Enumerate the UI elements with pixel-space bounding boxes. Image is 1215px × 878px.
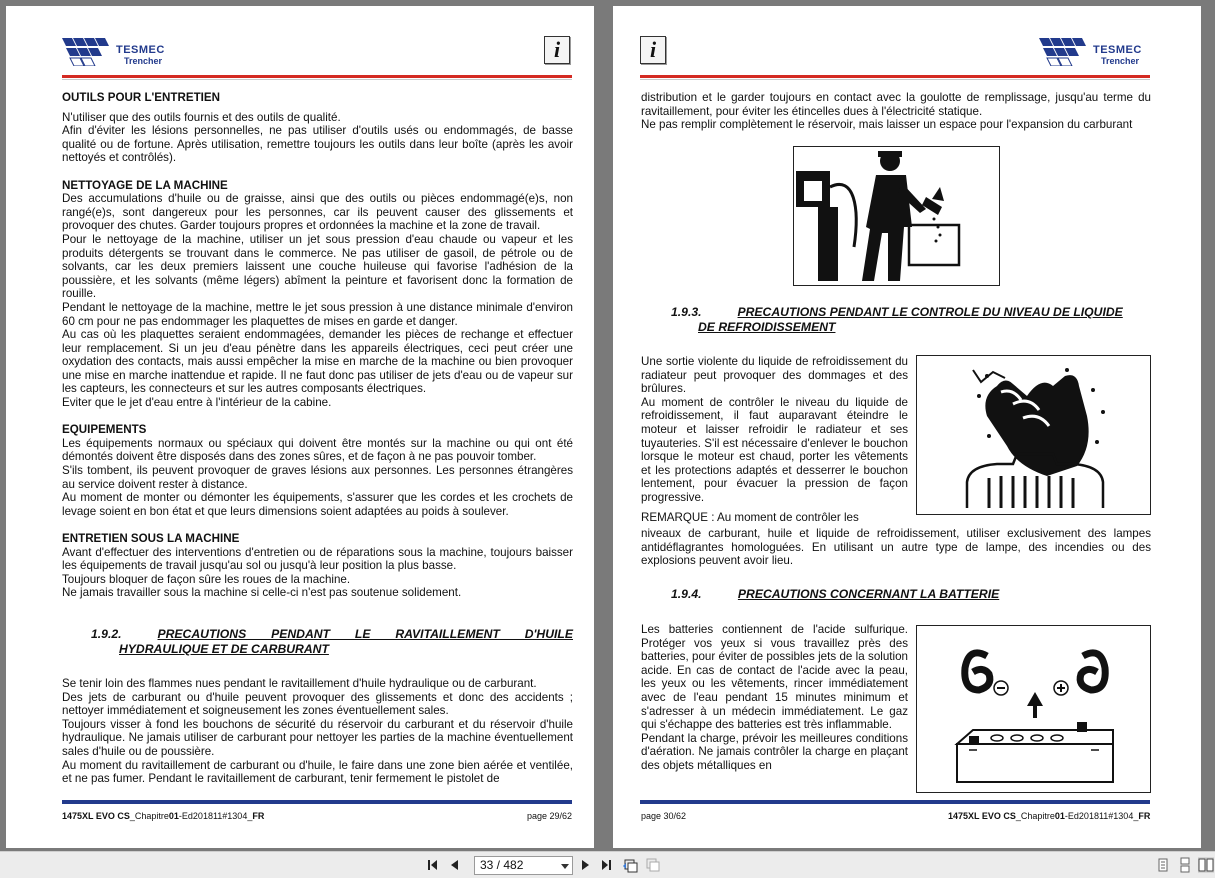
section-heading: NETTOYAGE DE LA MACHINE xyxy=(62,178,228,192)
paragraph: Toujours visser à fond les bouchons de sécurité du réservoir du carburant et du réservoir d'huile hydraulique. Ne jamais utiliser de carburant pour nettoyer les parties de la machine éventuellement sales d'huile ou de poussière. xyxy=(62,717,573,758)
paragraph: Pendant la charge, prévoir les meilleures conditions d'aération. Ne jamais contrôler la charge en plaçant des objets métalliques en xyxy=(641,731,908,772)
paragraph: Pendant le nettoyage de la machine, mettre le jet sous pression à une distance minimale d'environ 60 cm pour ne pas endommager les plaquettes de mises en garde et danger. xyxy=(62,300,573,328)
section-title: PRECAUTIONS PENDANT LE CONTROLE DU NIVEAU DE LIQUIDE xyxy=(737,305,1123,319)
footer-doc-ref: 1475XL EVO CS_Chapitre01-Ed201811#1304_FR xyxy=(62,811,265,821)
paragraph: Ne pas remplir complètement le réservoir, mais laisser un espace pour l'expansion du carburant xyxy=(641,118,1133,132)
first-page-icon xyxy=(426,857,442,873)
page-indicator: 33 / 482 xyxy=(480,858,524,872)
paragraph: Toujours bloquer de façon sûre les roues de la machine. xyxy=(62,572,351,586)
single-page-icon xyxy=(1155,857,1171,873)
header-rule xyxy=(640,75,1150,78)
refueling-person-icon xyxy=(794,147,999,285)
tesmec-logo xyxy=(1039,36,1151,70)
paragraph: Avant d'effectuer des interventions d'entretien ou de réparations sous la machine, toujours baisser les équipements de travail jusqu'au sol ou jusqu'à leur position la plus basse. xyxy=(62,545,573,573)
section-heading: OUTILS POUR L'ENTRETIEN xyxy=(62,91,220,104)
header-rule xyxy=(62,75,572,78)
section-title: PRECAUTIONS CONCERNANT LA BATTERIE xyxy=(737,587,1000,601)
continuous-page-icon xyxy=(1177,857,1193,873)
info-icon: i xyxy=(544,36,570,64)
paragraph: Au moment du ravitaillement de carburant ou d'huile, le faire dans une zone bien aérée et ventilée, et ne pas fumer. Pendant le ravitaillement de carburant, tenir fermement le pistolet de xyxy=(62,758,573,786)
logo-brand: TESMEC xyxy=(1093,44,1142,56)
logo-sub: Trencher xyxy=(1101,56,1140,66)
section-title: PRECAUTIONS PENDANT LE RAVITAILLEMENT D'HUILE xyxy=(157,627,573,641)
paragraph: Pour le nettoyage de la machine, utiliser un jet sous pression d'eau chaude ou vapeur et les produits détergents se trouvant dans le commerce. Ne pas utiliser de gasoil, de pétrole ou de solvants, car les deux premiers laissent une couche huileuse qui favorise l'adhésion de la poussière, et les solvants (même légers) abîment la peinture et favorisent donc la formation de rouille. xyxy=(62,232,573,301)
viewer-toolbar xyxy=(0,851,1215,878)
single-page-view-button[interactable] xyxy=(1155,857,1171,873)
tesmec-logo-mark-icon xyxy=(62,36,112,66)
paragraph: Au moment de contrôler le niveau du liquide de refroidissement, il faut auparavant éteindre le moteur et laisser refroidir le radiateur et ses tuyauteries. S'il est nécessaire d'enlever le bouchon lorsque le moteur est chaud, porter les vêtements et les protections adaptés et desserrer le bouchon lentement, pour évacuer la pression de façon progressive. xyxy=(641,395,908,504)
two-page-icon xyxy=(1198,857,1214,873)
paragraph: Une sortie violente du liquide de refroidissement du radiateur peut provoquer des dommages et des brûlures. xyxy=(641,355,908,396)
section-title-line2: DE REFROIDISSEMENT xyxy=(698,320,836,334)
page-dropdown-icon xyxy=(561,862,569,870)
battery-cables-icon xyxy=(917,626,1150,792)
section-heading: EQUIPEMENTS xyxy=(62,423,147,437)
logo-brand: TESMEC xyxy=(116,44,165,56)
go-back-view-button[interactable] xyxy=(622,857,638,873)
paragraph: Au moment de monter ou démonter les équipements, s'assurer que les cordes et les crochets de levage soient en bon état et que leurs dimensions soient adaptées au poids à soulever. xyxy=(62,491,573,518)
section-number: 1.9.2. xyxy=(91,627,122,641)
previous-page-button[interactable] xyxy=(447,857,463,873)
section-192-body xyxy=(62,677,573,786)
info-icon: i xyxy=(640,36,666,64)
go-forward-view-icon xyxy=(645,857,661,873)
right-page xyxy=(613,6,1201,848)
footer-page-number: page 30/62 xyxy=(641,811,687,821)
paragraph: Des jets de carburant ou d'huile peuvent provoquer des glissements et donc des accidents ; nettoyer immédiatement et soigneusement les zones éventuellement sales. xyxy=(62,690,573,718)
next-page-icon xyxy=(577,857,593,873)
paragraph: N'utiliser que des outils fournis et des outils de qualité. xyxy=(62,110,341,124)
right-top-body xyxy=(641,91,1151,132)
page-number-input[interactable] xyxy=(474,856,573,875)
battery-illustration xyxy=(916,625,1151,793)
go-back-view-icon xyxy=(622,857,638,873)
paragraph: Des accumulations d'huile ou de graisse, ainsi que des outils ou pièces endommagé(e)s, non rangé(e)s, sont dangereux pour les personnes, car ils peuvent causer des glissements et provoquer des chutes. Garder toujours propres et ordonnées la machine et la zone de travail. xyxy=(62,192,573,233)
section-194-heading xyxy=(671,587,1153,602)
two-page-view-button[interactable] xyxy=(1198,857,1214,873)
next-page-button[interactable] xyxy=(577,857,593,873)
footer-rule xyxy=(640,800,1150,804)
footer-rule xyxy=(62,800,572,804)
last-page-icon xyxy=(598,857,614,873)
paragraph: Au cas où les plaquettes seraient endommagées, demander les pièces de rechange et effectuer leur remplacement. Si un jeu d'eau pénètre dans les appareils électriques, ceci peut créer une oxydation des contacts, mais aussi empêcher la mise en marche de la machine ou bien provoquer une mise en marche inattendue et rapide. Il ne faut donc pas utiliser de jets d'eau ou de vapeur sur les capteurs, les connecteurs et sur les autres composants électriques. xyxy=(62,328,573,396)
last-page-button[interactable] xyxy=(598,857,614,873)
go-forward-view-button[interactable] xyxy=(645,857,661,873)
paragraph: Les équipements normaux ou spéciaux qui doivent être montés sur la machine ou qui ont été démontés doivent être disposés dans des zones sûres, et de façon à ne pas pouvoir tomber. xyxy=(62,436,573,464)
paragraph: niveaux de carburant, huile et liquide de refroidissement, utiliser exclusivement des lampes antidéflagrantes homologuées. En utilisant un autre type de lampe, des incendies ou des explosions peuvent avoir lieu. xyxy=(641,527,1151,568)
hot-coolant-hand-icon xyxy=(917,356,1150,514)
paragraph: Les batteries contiennent de l'acide sulfurique. Protéger vos yeux si vous travaillez près des batteries, pour éviter de possibles jets de la solution acide. En cas de contact de l'acide avec la peau, les yeux ou les vêtements, rincer immédiatement avec de l'eau pendant 15 minutes minimum et s'adresser à un médecin immédiatement. Le gaz qui s'échappe des batteries est très inflammable. xyxy=(641,623,908,732)
coolant-body xyxy=(641,355,908,524)
battery-body xyxy=(641,623,908,773)
paragraph: Eviter que le jet d'eau entre à l'intérieur de la cabine. xyxy=(62,396,332,410)
previous-page-icon xyxy=(447,857,463,873)
coolant-burn-illustration xyxy=(916,355,1151,515)
first-page-button[interactable] xyxy=(426,857,442,873)
remark-body xyxy=(641,527,1151,568)
section-title-line2: HYDRAULIQUE ET DE CARBURANT xyxy=(119,642,329,656)
header-rule-thin xyxy=(62,79,572,80)
left-body xyxy=(62,91,573,600)
footer-doc-ref: 1475XL EVO CS_Chapitre01-Ed201811#1304_FR xyxy=(948,811,1151,821)
remark-first-line: REMARQUE : Au moment de contrôler les xyxy=(641,510,859,524)
logo-sub: Trencher xyxy=(124,56,163,66)
section-number: 1.9.3. xyxy=(671,305,702,319)
section-193-heading xyxy=(671,305,1153,335)
paragraph: distribution et le garder toujours en contact avec la goulotte de remplissage, jusqu'au terme du ravitaillement, pour éviter les étincelles dues à l'électricité statique. xyxy=(641,91,1151,118)
paragraph: Ne jamais travailler sous la machine si celle-ci n'est pas soutenue solidement. xyxy=(62,586,462,600)
section-heading: ENTRETIEN SOUS LA MACHINE xyxy=(62,532,240,545)
continuous-view-button[interactable] xyxy=(1177,857,1193,873)
paragraph: Afin d'éviter les lésions personnelles, ne pas utiliser d'outils usés ou endommagés, de basse qualité ou de fortune. Après utilisation, remettre toujours les outils dans leur boîte (après les avoir nettoyés et contrôlés). xyxy=(62,124,573,165)
left-page xyxy=(6,6,594,848)
section-192-heading xyxy=(91,627,573,657)
paragraph: Se tenir loin des flammes nues pendant le ravitaillement d'huile hydraulique ou de carburant. xyxy=(62,677,537,690)
header-rule-thin xyxy=(640,79,1150,80)
footer-page-number: page 29/62 xyxy=(527,811,573,821)
tesmec-logo xyxy=(62,36,174,70)
refueling-illustration xyxy=(793,146,1000,286)
tesmec-logo-mark-icon xyxy=(1039,36,1089,66)
paragraph: S'ils tombent, ils peuvent provoquer de graves lésions aux personnes. Les personnes étrangères au service doivent rester à distance. xyxy=(62,464,573,491)
section-number: 1.9.4. xyxy=(671,587,702,601)
